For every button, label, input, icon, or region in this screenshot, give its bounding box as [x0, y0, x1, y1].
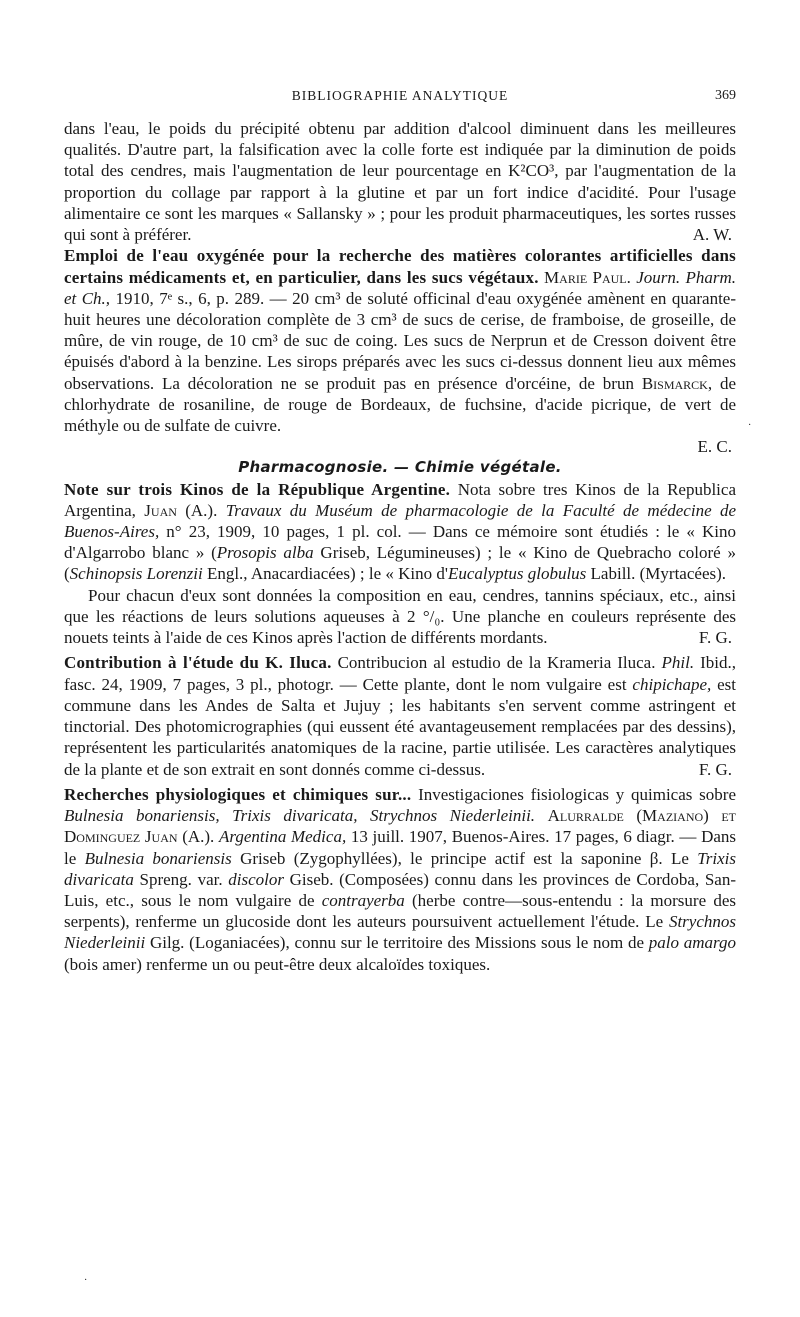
entry-journal: Journ. Pharm. et Ch.,: [64, 267, 736, 308]
species-name: Bulnesia bonariensis: [84, 848, 232, 868]
entry-ref: 1910, 7ᵉ s., 6, p. 289. —: [115, 288, 293, 308]
entry-text: Nota sobre tres Kinos de la Republica Argentina,: [64, 479, 736, 520]
entry-text: Ibid., fasc. 24, 1909, 7 pages, 3 pl., photogr. — Cette plante, dont le nom vulgaire est: [64, 653, 736, 694]
page-body: [64, 118, 736, 975]
entry-title: Emploi de l'eau oxygénée pour la recherche des matières colorantes artificielles dans certains médicaments et, en particulier, dans les sucs végétaux.: [64, 246, 736, 287]
entry-signature: F. G.: [698, 759, 732, 779]
section-heading: Pharmacognosie. — Chimie végétale.: [238, 458, 562, 477]
entry-text: Engl., Anacardiacées) ; le « Kino d': [202, 564, 448, 584]
entry-body-end: de chlorhydrate de rosaniline, de rouge de Bordeaux, de fuchsine, d'acide picrique, de vert de méthyle ou de sulfate de cuivre.: [64, 373, 736, 436]
entry-text: Investigaciones fisiologicas y quimicas sobre: [411, 784, 736, 804]
stray-speck: ·: [84, 1275, 88, 1286]
entry-text: Griseb, Légumineuses) ; le « Kino de Quebracho coloré » (: [64, 543, 737, 584]
entry-author: Marie Paul.: [544, 267, 631, 287]
entry-body: 20 cm³ de soluté officinal d'eau oxygénée amènent en quarante-huit heures une décoloration complète de 3 cm³ de sucs de cerise, de framboise, de groseille, de mûre, de vin rouge, de 10 cm³ de suc de coing. Les sucs de Nerprun et de Cresson doivent être épuisés d'abord à la benzine. Les sirops préparés avec les sucs ci-dessus donnent lieu aux mêmes observations. La décoloration ne se produit pas en présence d'orcéine, de brun: [64, 288, 737, 393]
margin-speck: ·: [748, 420, 752, 431]
entry-body-name: Bismarck,: [641, 373, 713, 393]
species-name: Eucalyptus globulus: [447, 564, 587, 584]
species-name: Bulnesia bonariensis, Trixis divaricata, Strychnos Niederleinii.: [64, 806, 536, 826]
vernacular-name: palo amargo: [648, 933, 736, 953]
entry-hydrogen-peroxide: [64, 245, 736, 436]
entry-journal: Travaux du Muséum de pharmacologie de la Faculté de médecine de Buenos-Aires,: [64, 500, 737, 542]
entry-signature: E. C.: [697, 437, 732, 457]
entry-text: Contribucion al estudio de la Krameria Iluca.: [331, 653, 662, 673]
entry-text: Gilg. (Loganiacées), connu sur le territoire des Missions sous le nom de: [145, 933, 649, 953]
entry-text: Labill. (Myrtacées).: [586, 564, 727, 584]
entry-journal: Phil.: [661, 653, 695, 673]
vernacular-name: chipichape,: [632, 674, 712, 694]
entry-journal: Argentina Medica,: [218, 827, 347, 847]
species-name: Strychnos Niederleinii: [64, 912, 736, 953]
page-number: 369: [715, 88, 736, 103]
entry-kinos: [64, 479, 736, 585]
entry-text: Spreng. var.: [133, 869, 229, 889]
entry-signature: F. G.: [698, 628, 732, 648]
entry-title: Contribution à l'étude du K. Iluca.: [64, 653, 332, 673]
entry-paragraph: Pour chacun d'eux sont données la composition en eau, cendres, tannins spéciaux, etc., ainsi que les réactions de leurs solutions aqueuses à 2 °/₀. Une planche en couleurs représente des nouets teints à l'aide de ces Kinos après l'action de différents mordants.: [64, 585, 736, 648]
entry-text: Griseb (Zygophyllées), le principe actif est la saponine β. Le: [231, 848, 698, 868]
species-name: Trixis divaricata: [64, 848, 736, 889]
entry-text: 13 juill. 1907, Buenos-Aires. 17 pages, 6 diagr. — Dans le: [64, 827, 737, 868]
species-name: discolor: [228, 869, 284, 889]
entry-physiological-research: [64, 784, 736, 975]
intro-text: dans l'eau, le poids du précipité obtenu par addition d'alcool diminuent dans les meilleures qualités. D'autre part, la falsification avec la colle forte est indiquée par la diminution de poids total des cendres, mais l'augmentation de leur pourcentage en K²CO³, par l'augmentation de la proportion du collage par rapport à la glutine et par un fort indice d'acidité. Pour l'usage alimentaire ce sont les marques « Sallansky » ; pour les produit pharmaceutiques, les sortes russes qui sont à préférer.: [64, 119, 736, 245]
page-header: [64, 88, 736, 108]
entry-title: Note sur trois Kinos de la République Argentine.: [64, 479, 451, 499]
entry-text: (bois amer) renferme un ou peut-être deux alcaloïdes toxiques.: [64, 954, 491, 974]
entry-authors: Alurralde (Maziano) et Dominguez Juan (A.).: [64, 806, 736, 847]
entry-text: n° 23, 1909, 10 pages, 1 pl. col. — Dans ce mémoire sont étudiés : le « Kino d'Algarrobo blanc » (: [64, 522, 736, 563]
entry-text: est commune dans les Andes de Salta et Jujuy ; les habitants s'en servent comme astringent et tinctorial. Des photomicrographies (qui eussent été avantageusement remplacées par des dessins), représentent les particularités anatomiques de la racine, partie utilisée. Les caractères analytiques de la plante et de son extrait en sont donnés comme ci-dessus.: [64, 674, 736, 779]
intro-signature: A. W.: [692, 225, 732, 245]
entry-text: Giseb. (Composées) connu dans les provinces de Cordoba, San-Luis, etc., sous le nom vulgaire de: [64, 869, 736, 910]
entry-text: (herbe contre—sous-entendu : la morsure des serpents), renferme un glucoside dont les auteurs poursuivent actuellement l'étude. Le: [64, 890, 736, 932]
species-name: Schinopsis Lorenzii: [69, 564, 203, 584]
species-name: Prosopis alba: [216, 543, 314, 563]
entry-author: Juan (A.).: [144, 500, 218, 520]
entry-title: Recherches physiologiques et chimiques sur...: [64, 784, 412, 804]
running-title: BIBLIOGRAPHIE ANALYTIQUE: [291, 88, 509, 103]
vernacular-name: contrayerba: [321, 890, 405, 910]
